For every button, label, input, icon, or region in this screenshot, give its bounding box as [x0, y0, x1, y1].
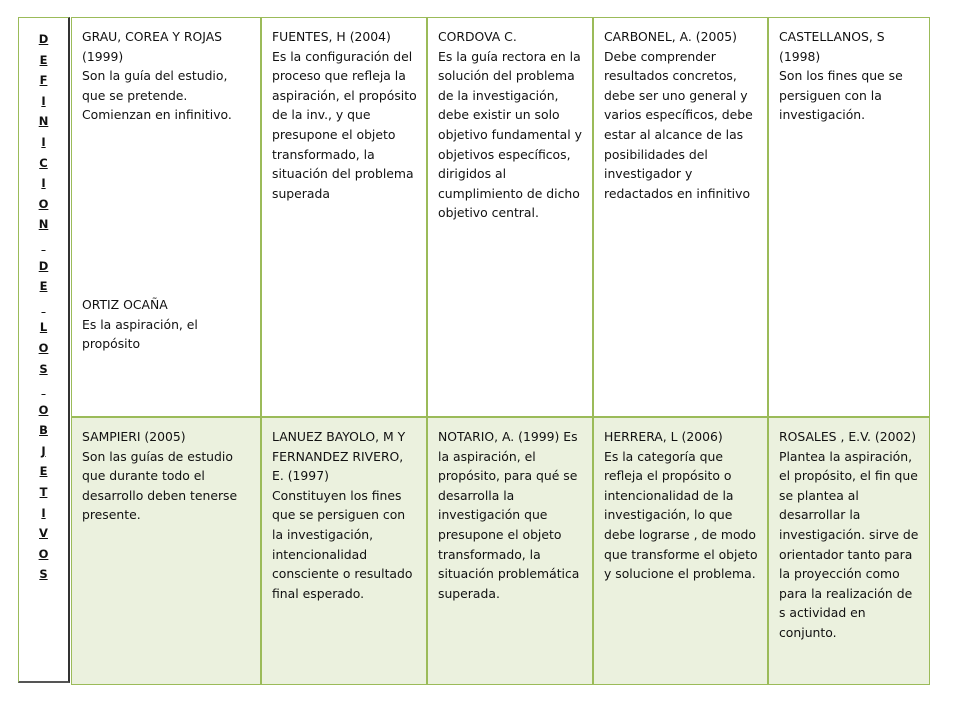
definition: Es la aspiración, el propósito	[82, 316, 198, 352]
definition: Es la aspiración, el propósito, para qué se desarrolla la investigación que presupone el objeto transformado, la situación problemática superada.	[438, 429, 580, 601]
cell-fuentes	[261, 17, 427, 417]
side-title-letter	[19, 297, 68, 318]
side-title-letter: I	[41, 505, 46, 520]
cell-herrera	[593, 417, 768, 685]
side-title-letter: N	[38, 114, 49, 129]
side-title-letter: O	[38, 546, 49, 561]
side-title-letter: I	[41, 134, 46, 149]
author: NOTARIO, A. (1999)	[438, 429, 560, 444]
definition: Es la configuración del proceso que refleja la aspiración, el propósito de la inv., y que presupone el objeto transformado, la situación del problema superada	[272, 48, 417, 201]
author: CORDOVA C.	[438, 29, 517, 44]
cell-carbonel	[593, 17, 768, 417]
side-title-column	[18, 17, 70, 683]
side-title-letter	[19, 379, 68, 400]
side-title-letter: O	[38, 402, 49, 417]
cell-lanuez	[261, 417, 427, 685]
author: CASTELLANOS, S (1998)	[779, 29, 885, 64]
ortiz-block	[82, 295, 252, 354]
side-title-letter: E	[39, 52, 48, 67]
side-title-letter: F	[39, 73, 48, 88]
definition: Son los fines que se persiguen con la investigación.	[779, 68, 903, 123]
author: LANUEZ BAYOLO, M Y FERNANDEZ RIVERO, E. (1997)	[272, 429, 406, 484]
definition: Constituyen los fines que se persiguen con la investigación, intencionalidad consciente o resultado final esperado.	[272, 487, 413, 601]
cell-cordova	[427, 17, 593, 417]
author: SAMPIERI (2005)	[82, 429, 186, 444]
side-title-letter: J	[41, 443, 46, 458]
definition: Es la categoría que refleja el propósito o intencionalidad de la investigación, lo que debe lograrse , de modo que transforme el objeto y solucione el problema.	[604, 448, 758, 582]
side-title-letter: E	[39, 464, 48, 479]
side-title-letter: I	[41, 176, 46, 191]
side-title-letter: S	[39, 567, 48, 582]
author: FUENTES, H (2004)	[272, 29, 391, 44]
side-title-letter: N	[38, 217, 49, 232]
side-title-letter: C	[39, 155, 48, 170]
definition: Son las guías de estudio que durante todo el desarrollo deben tenerse presente.	[82, 448, 238, 523]
side-title-letter: E	[39, 279, 48, 294]
cell-notario	[427, 417, 593, 685]
cell-grau	[71, 17, 261, 417]
side-title-letter: S	[39, 361, 48, 376]
side-title-letter: O	[38, 196, 49, 211]
cell-rosales	[768, 417, 930, 685]
definition: Debe comprender resultados concretos, debe ser uno general y varios específicos, debe estar al alcance de las posibilidades del investigador y redactados en infinitivo	[604, 48, 753, 201]
author: ROSALES , E.V. (2002)	[779, 429, 917, 444]
side-title-letter: B	[39, 423, 48, 438]
side-title-letter: T	[39, 485, 48, 500]
author: ORTIZ OCAÑA	[82, 297, 168, 312]
author: HERRERA, L (2006)	[604, 429, 723, 444]
side-title-letter: I	[41, 93, 46, 108]
side-title-letter: D	[38, 258, 49, 273]
side-title-letter: L	[39, 320, 48, 335]
definition: Son la guía del estudio, que se pretende. Comienzan en infinitivo.	[82, 68, 232, 123]
side-title-letter: O	[38, 340, 49, 355]
cell-castellanos	[768, 17, 930, 417]
author: GRAU, COREA Y ROJAS (1999)	[82, 29, 223, 64]
author: CARBONEL, A. (2005)	[604, 29, 737, 44]
definitions-table	[18, 17, 930, 685]
side-title	[19, 29, 68, 585]
cell-sampieri	[71, 417, 261, 685]
definition: Es la guía rectora en la solución del problema de la investigación, debe existir un solo objetivo fundamental y objetivos específicos, dirigidos al cumplimiento de dicho objetivo central.	[438, 48, 582, 221]
side-title-letter	[19, 235, 68, 256]
side-title-letter: D	[38, 32, 49, 46]
side-title-letter: V	[39, 526, 48, 541]
definition: Plantea la aspiración, el propósito, el fin que se plantea al desarrollar la investigación. sirve de orientador tanto para la proyección como para la realización de s actividad en conjunto.	[779, 448, 919, 640]
